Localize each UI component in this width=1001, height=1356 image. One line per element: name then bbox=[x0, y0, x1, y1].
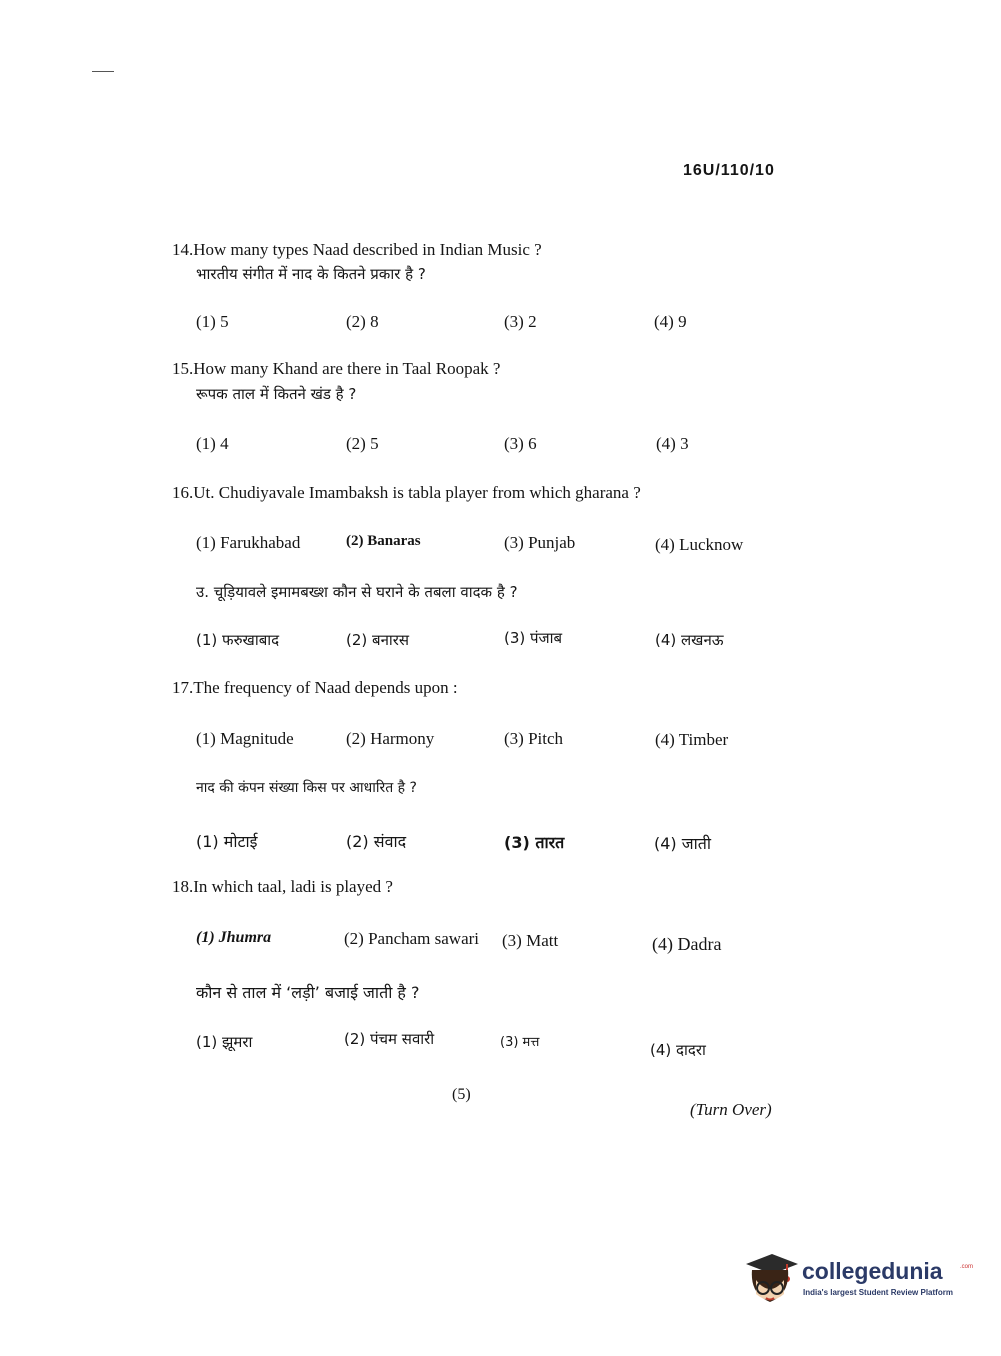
question-text: In which taal, ladi is played ? bbox=[193, 877, 393, 896]
option-2: (2) Pancham sawari bbox=[344, 929, 480, 948]
option-4: (4) 3 bbox=[656, 434, 689, 453]
question-18-hindi: कौन से ताल में ‘लड़ी’ बजाई जाती है ? bbox=[196, 983, 420, 1002]
question-number: 15. bbox=[172, 359, 194, 378]
question-text: The frequency of Naad depends upon : bbox=[193, 678, 458, 697]
question-text: Ut. Chudiyavale Imambaksh is tabla player from which gharana ? bbox=[193, 483, 641, 502]
option-3: (3) Matt bbox=[502, 931, 559, 950]
option-3: (3) Punjab bbox=[504, 533, 576, 552]
question-14 bbox=[172, 240, 542, 260]
option-4: (4) 9 bbox=[654, 312, 687, 331]
option-2: (2) Harmony bbox=[346, 729, 435, 748]
option-2: (2) 8 bbox=[346, 312, 379, 331]
option-hindi-4: (4) जाती bbox=[654, 834, 712, 853]
logo-tagline: India's largest Student Review Platform bbox=[803, 1288, 953, 1297]
question-16 bbox=[172, 483, 641, 503]
question-number: 18. bbox=[172, 877, 194, 896]
option-2: (2) Banaras bbox=[346, 533, 421, 549]
paper-code: 16U/110/10 bbox=[683, 162, 775, 179]
logo-wordmark: collegedunia bbox=[802, 1258, 943, 1284]
option-4: (4) Lucknow bbox=[655, 535, 744, 554]
option-1: (1) Jhumra bbox=[196, 929, 272, 946]
option-hindi-3: (3) तारत bbox=[504, 833, 565, 852]
option-3: (3) 6 bbox=[504, 434, 537, 453]
page-number: (5) bbox=[452, 1086, 471, 1103]
option-4: (4) Timber bbox=[655, 730, 729, 749]
option-hindi-1: (1) झूमरा bbox=[196, 1033, 253, 1051]
question-number: 14. bbox=[172, 240, 194, 259]
question-number: 16. bbox=[172, 483, 194, 502]
option-hindi-4: (4) दादरा bbox=[650, 1041, 706, 1059]
question-number: 17. bbox=[172, 678, 194, 697]
option-hindi-2: (2) बनारस bbox=[346, 631, 410, 649]
option-hindi-4: (4) लखनऊ bbox=[655, 631, 724, 649]
option-hindi-1: (1) मोटाई bbox=[196, 832, 258, 851]
option-1: (1) Farukhabad bbox=[196, 533, 301, 552]
option-hindi-2: (2) संवाद bbox=[346, 832, 407, 851]
scan-mark bbox=[92, 71, 114, 72]
option-2: (2) 5 bbox=[346, 434, 379, 453]
question-17 bbox=[172, 678, 458, 698]
option-hindi-1: (1) फरुखाबाद bbox=[196, 631, 280, 649]
option-1: (1) 4 bbox=[196, 434, 229, 453]
question-16-hindi: उ. चूड़ियावले इमामबख्श कौन से घराने के तबला वादक है ? bbox=[196, 583, 518, 601]
option-1: (1) 5 bbox=[196, 312, 229, 331]
question-18 bbox=[172, 877, 393, 897]
mascot-icon bbox=[742, 1250, 800, 1310]
question-15-hindi: रूपक ताल में कितने खंड है ? bbox=[196, 385, 357, 403]
option-3: (3) 2 bbox=[504, 312, 537, 331]
question-17-hindi: नाद की कंपन संख्या किस पर आधारित है ? bbox=[196, 780, 417, 796]
collegedunia-logo bbox=[742, 1250, 972, 1312]
question-text: How many Khand are there in Taal Roopak ? bbox=[193, 359, 501, 378]
turn-over-note: (Turn Over) bbox=[690, 1100, 772, 1119]
question-text: How many types Naad described in Indian Music ? bbox=[193, 240, 542, 259]
option-hindi-3: (3) पंजाब bbox=[504, 629, 563, 647]
question-14-hindi: भारतीय संगीत में नाद के कितने प्रकार है ? bbox=[196, 265, 426, 283]
option-hindi-3: (3) मत्त bbox=[500, 1035, 540, 1050]
option-1: (1) Magnitude bbox=[196, 729, 294, 748]
option-4: (4) Dadra bbox=[652, 934, 722, 954]
option-hindi-2: (2) पंचम सवारी bbox=[344, 1030, 435, 1048]
logo-suffix: .com bbox=[960, 1264, 974, 1270]
option-3: (3) Pitch bbox=[504, 729, 564, 748]
question-15 bbox=[172, 359, 500, 379]
